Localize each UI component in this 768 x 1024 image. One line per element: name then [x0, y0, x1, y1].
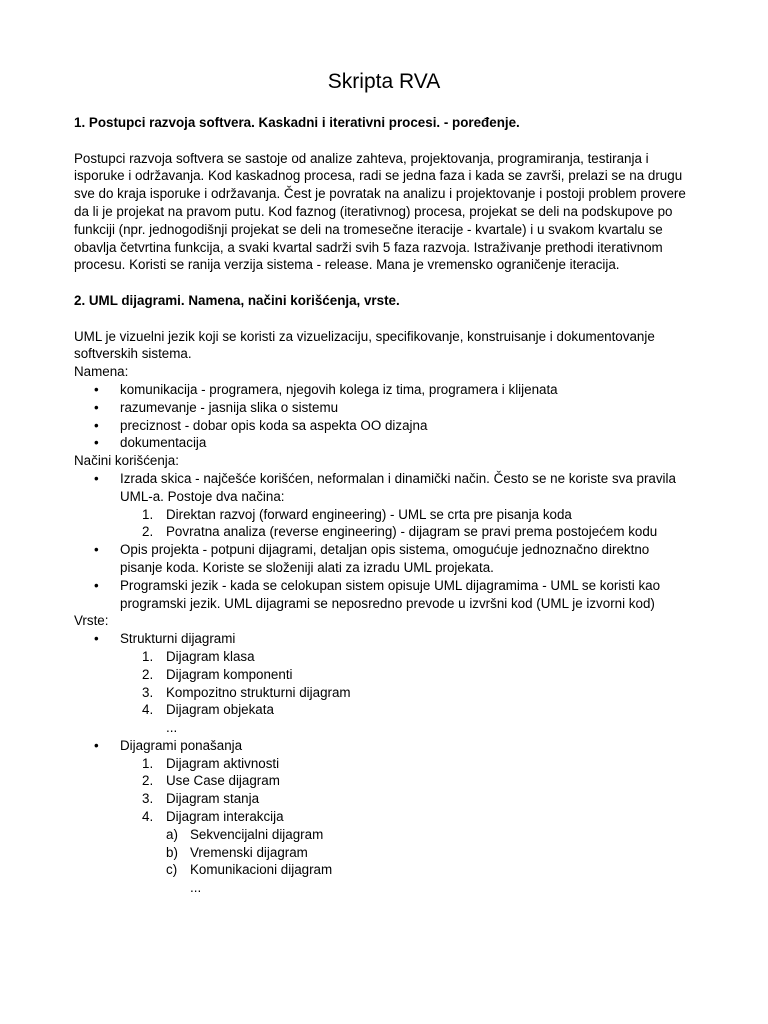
item-number: 1.: [142, 506, 154, 522]
bullet-icon: •: [94, 470, 99, 486]
section-2-heading: 2. UML dijagrami. Namena, načini korišćenja, vrste.: [74, 292, 400, 308]
list-item: [74, 381, 694, 399]
item-text: Komunikacioni dijagram: [190, 862, 333, 878]
item-text: Dijagram stanja: [166, 791, 260, 807]
ellipsis: ...: [166, 720, 178, 736]
numbered-item: [74, 666, 694, 684]
document-body: [74, 114, 694, 897]
list-item-text: razumevanje - jasnija slika o sistemu: [120, 399, 339, 415]
item-letter: b): [166, 844, 178, 860]
list-item-text: Dijagrami ponašanja: [120, 737, 243, 753]
item-letter: a): [166, 826, 178, 842]
item-number: 4.: [142, 702, 154, 718]
item-number: 2.: [142, 524, 154, 540]
item-text: Povratna analiza (reverse engineering) - dijagram se pravi prema postojećem kodu: [166, 524, 658, 540]
bullet-icon: •: [94, 737, 99, 753]
numbered-item: [74, 523, 694, 541]
item-text: Vremenski dijagram: [190, 844, 308, 860]
numbered-item: [74, 755, 694, 773]
numbered-item: [74, 701, 694, 719]
list-item: [74, 399, 694, 417]
item-text: Dijagram interakcija: [166, 809, 284, 825]
list-item: [74, 470, 694, 506]
list-item-text: Strukturni dijagrami: [120, 631, 236, 647]
item-text: Direktan razvoj (forward engineering) - UML se crta pre pisanja koda: [166, 506, 572, 522]
document-title: Skripta RVA: [327, 70, 441, 93]
bullet-icon: •: [94, 417, 99, 433]
lettered-item: [74, 861, 694, 879]
list-item: [74, 737, 694, 755]
numbered-item: [74, 506, 694, 524]
list-item: [74, 434, 694, 452]
bullet-icon: •: [94, 542, 99, 558]
item-text: Dijagram komponenti: [166, 666, 293, 682]
item-number: 3.: [142, 791, 154, 807]
item-text: Dijagram klasa: [166, 648, 255, 664]
list-item: [74, 541, 694, 577]
item-text: Use Case dijagram: [166, 773, 280, 789]
list-item-text: preciznost - dobar opis koda sa aspekta OO dizajna: [120, 417, 428, 433]
section-1-heading: 1. Postupci razvoja softvera. Kaskadni i iterativni procesi. - poređenje.: [74, 115, 520, 130]
item-letter: c): [166, 862, 178, 878]
item-number: 3.: [142, 684, 154, 700]
section-1-paragraph: Postupci razvoja softvera se sastoje od analize zahteva, projektovanja, programiranja, testiranja i isporuke i održavanja. Kod kaskadnog procesa, radi se jedna faza i kada se završi, prelazi se na drugu sve do kraja isporuke i održavanja. Čest je povratak na analizu i projektovanje i postoji problem provere da li je projekat na pravom putu. Kod faznog (iterativnog) procesa, projekat se deli na podskupove po funkciji (npr. jednogodišnji projekat se deli na tromesečne iteracije - kvartale) i u svakom kvartalu se obavlja četvrtina funkcija, a svaki kvartal sadrži svih 5 faza razvoja. Istraživanje prethodi iterativnom procesu. Koristi se ranija verzija sistema - release. Mana je vremensko ograničenje iteracija.: [74, 150, 686, 273]
numbered-item: [74, 790, 694, 808]
list-item-text: Opis projekta - potpuni dijagrami, detaljan opis sistema, omogućuje jednoznačno direktno pisanje koda. Koriste se složeniji alati za izradu UML projekata.: [120, 542, 650, 575]
list-item-text: Programski jezik - kada se celokupan sistem opisuje UML dijagramima - UML se koristi kao programski jezik. UML dijagrami se neposredno prevode u izvršni kod (UML je izvorni kod): [120, 577, 661, 611]
nacini-label: Načini korišćenja:: [74, 453, 179, 469]
bullet-icon: •: [94, 631, 99, 647]
list-item: [74, 577, 694, 613]
item-text: Sekvencijalni dijagram: [190, 826, 324, 842]
ellipsis: ...: [190, 880, 202, 896]
namena-label: Namena:: [74, 364, 129, 380]
lettered-item: [74, 826, 694, 844]
bullet-icon: •: [94, 399, 99, 415]
item-number: 2.: [142, 666, 154, 682]
item-number: 1.: [142, 755, 154, 771]
item-text: Dijagram aktivnosti: [166, 755, 280, 771]
lettered-item: [74, 844, 694, 862]
numbered-item: [74, 772, 694, 790]
list-item-text: Izrada skica - najčešće korišćen, neformalan i dinamički način. Često se ne koriste sva pravila UML-a. Postoje dva načina:: [120, 470, 676, 504]
item-number: 4.: [142, 809, 154, 825]
item-text: Kompozitno strukturni dijagram: [166, 684, 351, 700]
list-item: [74, 630, 694, 648]
uml-intro-paragraph: UML je vizuelni jezik koji se koristi za vizuelizaciju, specifikovanje, konstruisanje i dokumentovanje softverskih sistema.: [74, 328, 655, 362]
bullet-icon: •: [94, 577, 99, 593]
list-item-text: komunikacija - programera, njegovih kolega iz tima, programera i klijenata: [120, 381, 558, 397]
bullet-icon: •: [94, 381, 99, 397]
list-item-text: dokumentacija: [120, 435, 207, 451]
item-number: 2.: [142, 773, 154, 789]
numbered-item: [74, 808, 694, 826]
vrste-label: Vrste:: [74, 613, 109, 629]
item-text: Dijagram objekata: [166, 702, 274, 718]
list-item: [74, 417, 694, 435]
bullet-icon: •: [94, 435, 99, 451]
numbered-item: [74, 684, 694, 702]
numbered-item: [74, 648, 694, 666]
item-number: 1.: [142, 648, 154, 664]
